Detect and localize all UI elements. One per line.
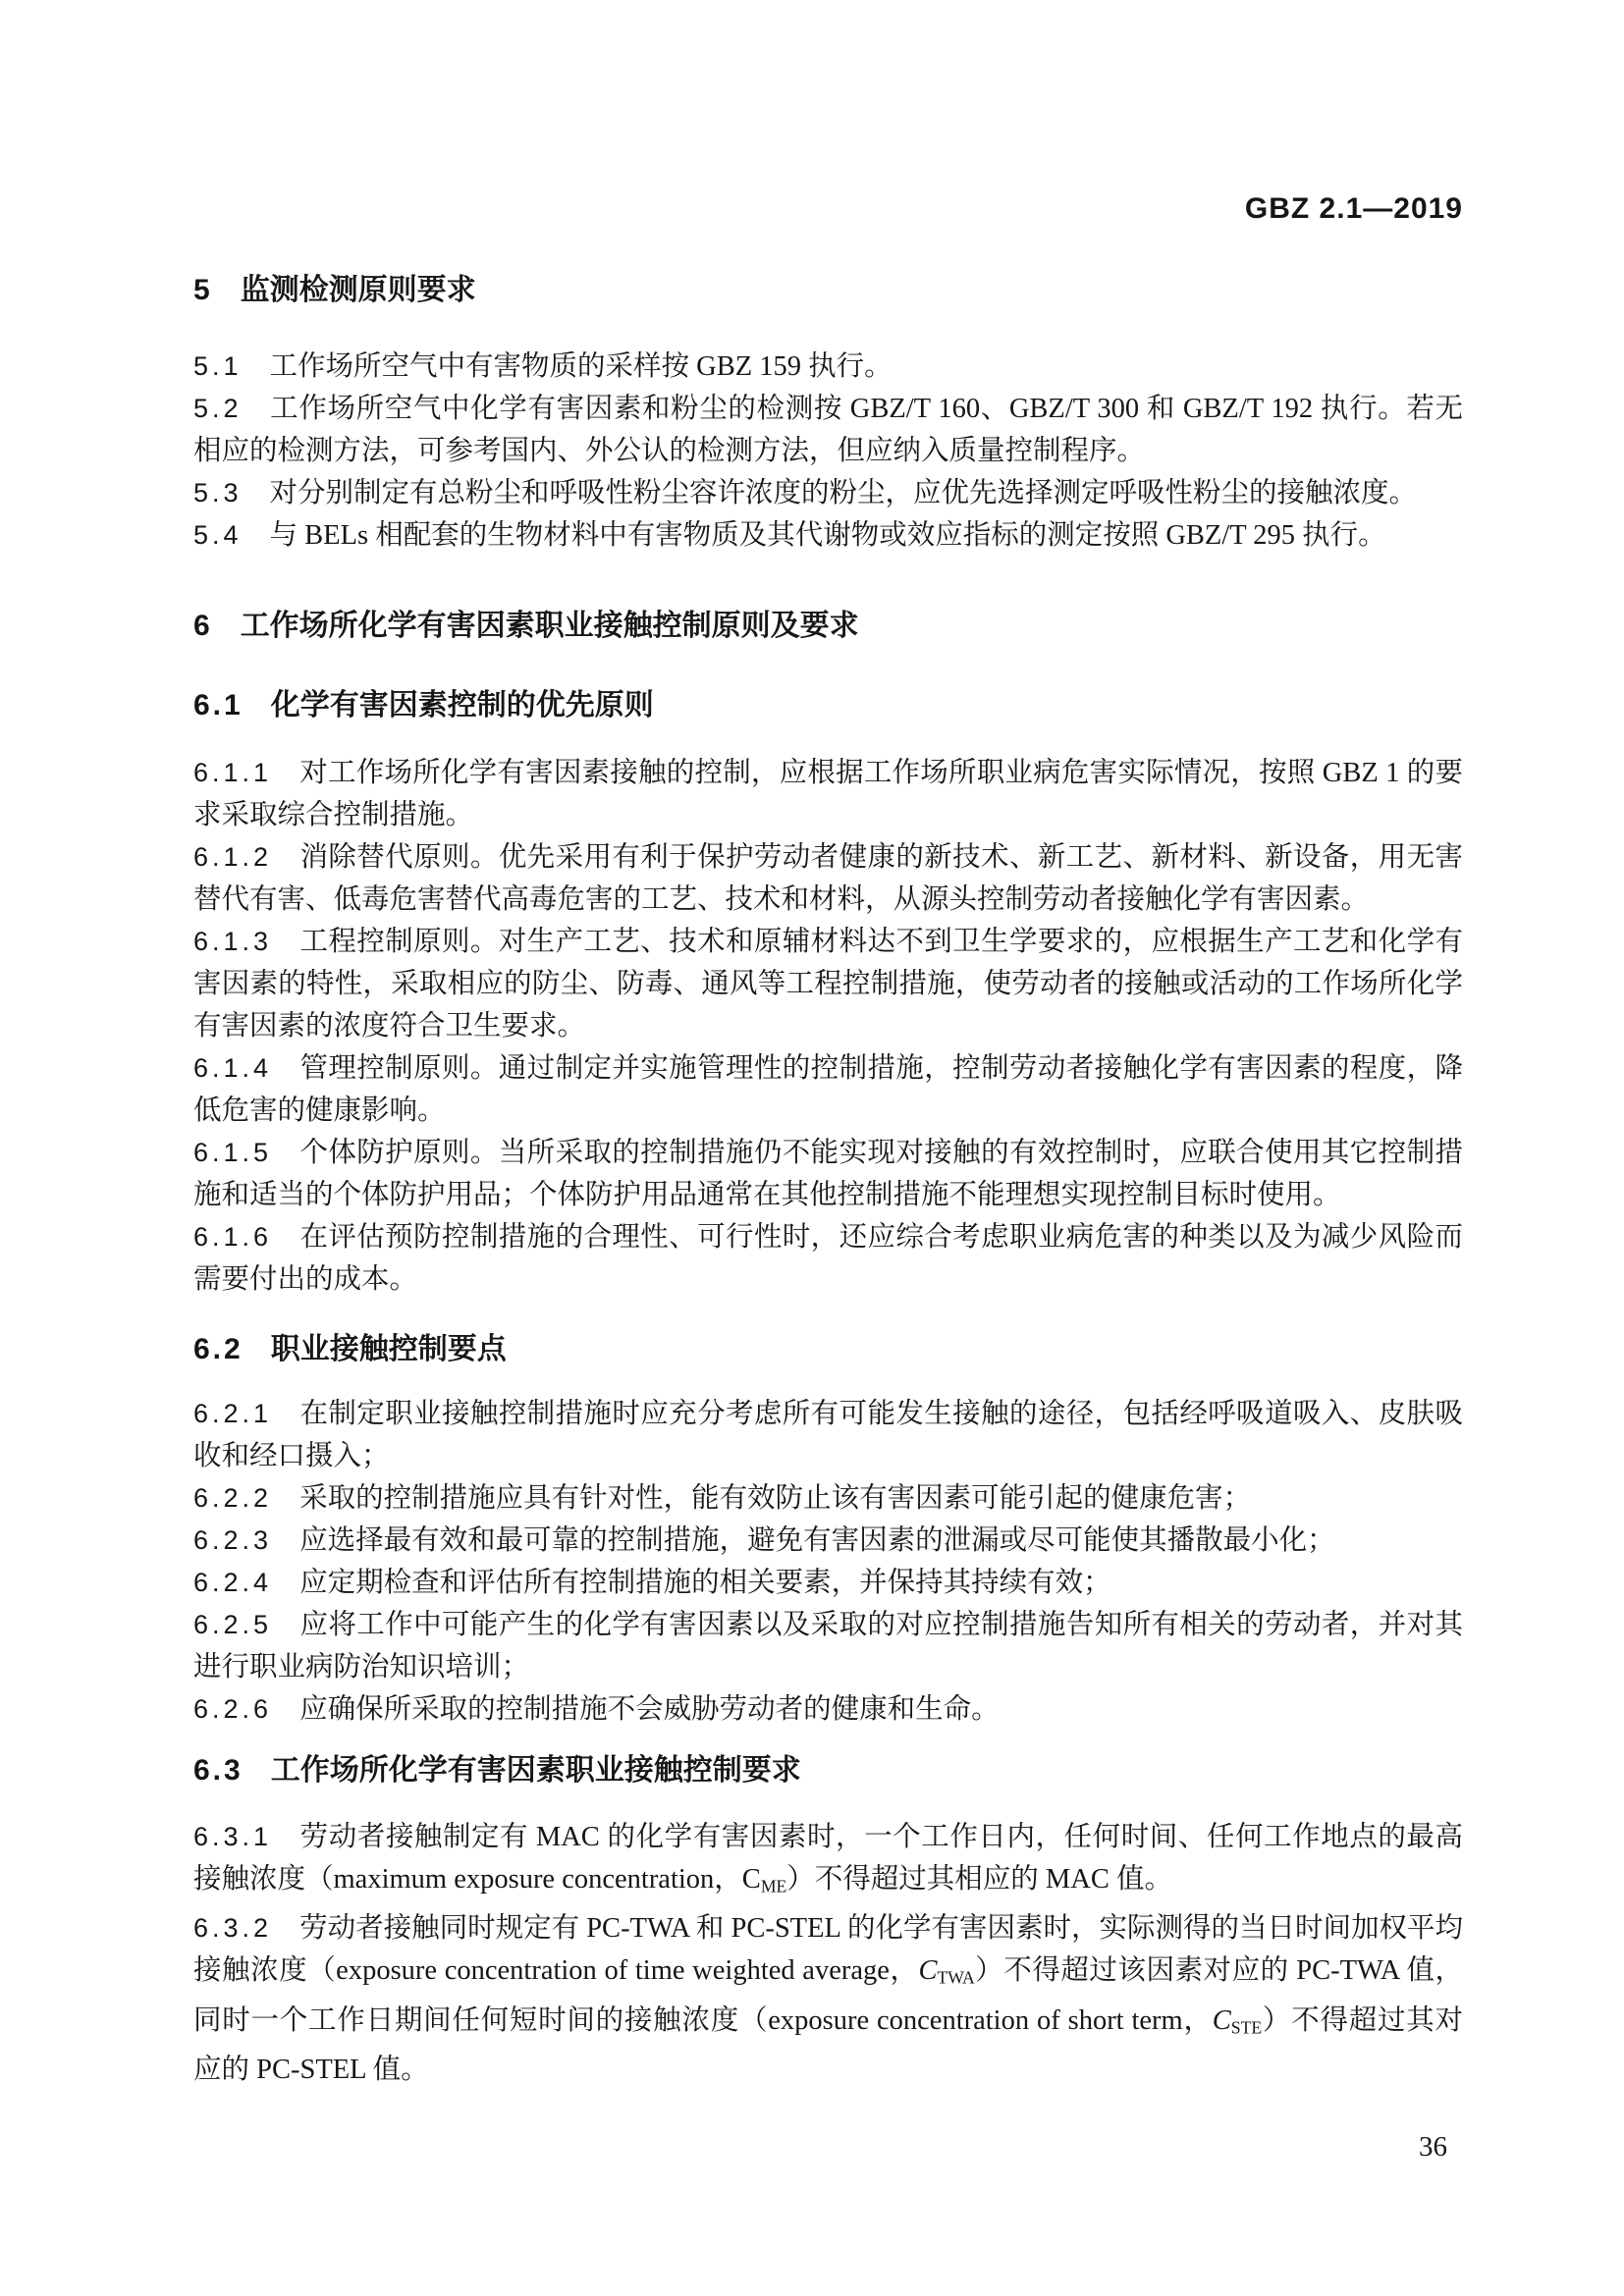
- clause-text: 工作场所空气中化学有害因素和粉尘的检测按 GBZ/T 160、GBZ/T 300 和 GBZ/T 192 执行。若无相应的检测方法，可参考国内、外公认的检测方法，但应纳入质量控制程序。: [193, 394, 1463, 466]
- section-6-3-number: 6.3: [193, 1754, 244, 1787]
- clause-number: 6.2.2: [193, 1483, 273, 1513]
- clause-text: 采取的控制措施应具有针对性，能有效防止该有害因素可能引起的健康危害；: [299, 1483, 1252, 1514]
- clause-6-2-1: [193, 1393, 1463, 1477]
- section-6-title: 工作场所化学有害因素职业接触控制原则及要求: [240, 610, 859, 642]
- clause-5-1: [193, 346, 1463, 388]
- clause-number: 6.2.5: [193, 1610, 273, 1639]
- section-5-number: 5: [193, 274, 213, 306]
- clause-number: 6.1.1: [193, 758, 273, 787]
- section-6-2-number: 6.2: [193, 1333, 244, 1365]
- clause-5-2: [193, 388, 1463, 472]
- section-6-2-title: 职业接触控制要点: [270, 1333, 507, 1365]
- clause-6-1-1: [193, 752, 1463, 836]
- clause-text: 管理控制原则。通过制定并实施管理性的控制措施，控制劳动者接触化学有害因素的程度，降低危害的健康影响。: [193, 1053, 1463, 1126]
- clause-text: 个体防护原则。当所采取的控制措施仍不能实现对接触的有效控制时，应联合使用其它控制措施和适当的个体防护用品；个体防护用品通常在其他控制措施不能理想实现控制目标时使用。: [193, 1138, 1463, 1210]
- clause-number: 5.2: [193, 394, 243, 423]
- clause-number: 6.1.6: [193, 1222, 273, 1252]
- clause-6-1-2: [193, 836, 1463, 921]
- clause-text: 应确保所采取的控制措施不会威胁劳动者的健康和生命。: [299, 1694, 1000, 1725]
- clause-number: 5.4: [193, 520, 243, 550]
- clause-text: 劳动者接触同时规定有 PC-TWA 和 PC-STEL 的化学有害因素时，实际测得的当日时间加权平均接触浓度（exposure concentration of time weighted average，$C_{TWA}$）不得超过该因素对应的 PC-TWA 值，同时一个工作日期间任何短时间的接触浓度（exposure concentration of short term，$C_{STE}$）不得超过其对应的 PC-STEL 值。: [193, 1913, 1463, 2086]
- standard-number-header: GBZ 2.1—2019: [1244, 192, 1463, 225]
- section-6-number: 6: [193, 610, 213, 642]
- clause-text: 工程控制原则。对生产工艺、技术和原辅材料达不到卫生学要求的，应根据生产工艺和化学有害因素的特性，采取相应的防尘、防毒、通风等工程控制措施，使劳动者的接触或活动的工作场所化学有害因素的浓度符合卫生要求。: [193, 927, 1463, 1041]
- clause-number: 6.1.3: [193, 927, 273, 956]
- clause-6-2-6: [193, 1688, 1463, 1731]
- page-number: 36: [1419, 2131, 1447, 2163]
- clause-5-3: [193, 472, 1463, 514]
- clause-text: 应将工作中可能产生的化学有害因素以及采取的对应控制措施告知所有相关的劳动者，并对其进行职业病防治知识培训；: [193, 1610, 1463, 1682]
- clause-text: 应定期检查和评估所有控制措施的相关要素，并保持其持续有效；: [299, 1568, 1111, 1598]
- clause-6-1-3: [193, 921, 1463, 1047]
- clause-6-2-5: [193, 1604, 1463, 1688]
- page-content: [193, 0, 1463, 2163]
- clause-number: 6.2.6: [193, 1694, 273, 1724]
- clause-5-4: [193, 514, 1463, 557]
- clause-number: 6.2.1: [193, 1399, 273, 1428]
- section-6-3-heading: [193, 1749, 1463, 1791]
- clause-text: 对工作场所化学有害因素接触的控制，应根据工作场所职业病危害实际情况，按照 GBZ 1 的要求采取综合控制措施。: [193, 758, 1463, 830]
- clause-text: 与 BELs 相配套的生物材料中有害物质及其代谢物或效应指标的测定按照 GBZ/T 295 执行。: [269, 520, 1386, 551]
- clause-number: 5.1: [193, 351, 243, 381]
- section-6-heading: [193, 605, 1463, 647]
- section-6-3-title: 工作场所化学有害因素职业接触控制要求: [270, 1754, 801, 1787]
- clause-number: 6.1.2: [193, 842, 273, 872]
- clause-number: 6.1.4: [193, 1053, 273, 1083]
- clause-number: 6.3.1: [193, 1822, 273, 1851]
- section-6-2-heading: [193, 1328, 1463, 1370]
- clause-6-1-6: [193, 1216, 1463, 1301]
- section-5-heading: [193, 269, 1463, 311]
- clause-6-3-2: [193, 1907, 1463, 2091]
- clause-text: 在评估预防控制措施的合理性、可行性时，还应综合考虑职业病危害的种类以及为减少风险而需要付出的成本。: [193, 1222, 1463, 1295]
- clause-6-2-2: [193, 1477, 1463, 1520]
- clause-6-2-3: [193, 1520, 1463, 1562]
- clause-number: 6.2.3: [193, 1525, 273, 1555]
- clause-number: 6.2.4: [193, 1568, 273, 1597]
- clause-text: 在制定职业接触控制措施时应充分考虑所有可能发生接触的途径，包括经呼吸道吸入、皮肤吸收和经口摄入；: [193, 1399, 1463, 1471]
- clause-6-3-1: [193, 1816, 1463, 1907]
- clause-number: 6.3.2: [193, 1913, 273, 1944]
- clause-text: 劳动者接触制定有 MAC 的化学有害因素时，一个工作日内，任何时间、任何工作地点的最高接触浓度（maximum exposure concentration，$C_{ME}$）不得超过其相应的 MAC 值。: [193, 1822, 1463, 1896]
- clause-6-2-4: [193, 1562, 1463, 1604]
- clause-text: 应选择最有效和最可靠的控制措施，避免有害因素的泄漏或尽可能使其播散最小化；: [299, 1525, 1335, 1556]
- section-6-1-heading: [193, 684, 1463, 726]
- clause-number: 6.1.5: [193, 1138, 273, 1167]
- clause-text: 消除替代原则。优先采用有利于保护劳动者健康的新技术、新工艺、新材料、新设备，用无害替代有害、低毒危害替代高毒危害的工艺、技术和材料，从源头控制劳动者接触化学有害因素。: [193, 842, 1463, 915]
- section-5-title: 监测检测原则要求: [240, 274, 476, 306]
- section-6-1-number: 6.1: [193, 689, 244, 721]
- clause-6-1-5: [193, 1132, 1463, 1216]
- clause-6-1-4: [193, 1047, 1463, 1132]
- clause-text: 工作场所空气中有害物质的采样按 GBZ 159 执行。: [269, 351, 893, 382]
- section-6-1-title: 化学有害因素控制的优先原则: [270, 689, 654, 721]
- clause-number: 5.3: [193, 478, 243, 507]
- clause-text: 对分别制定有总粉尘和呼吸性粉尘容许浓度的粉尘，应优先选择测定呼吸性粉尘的接触浓度。: [269, 478, 1418, 508]
